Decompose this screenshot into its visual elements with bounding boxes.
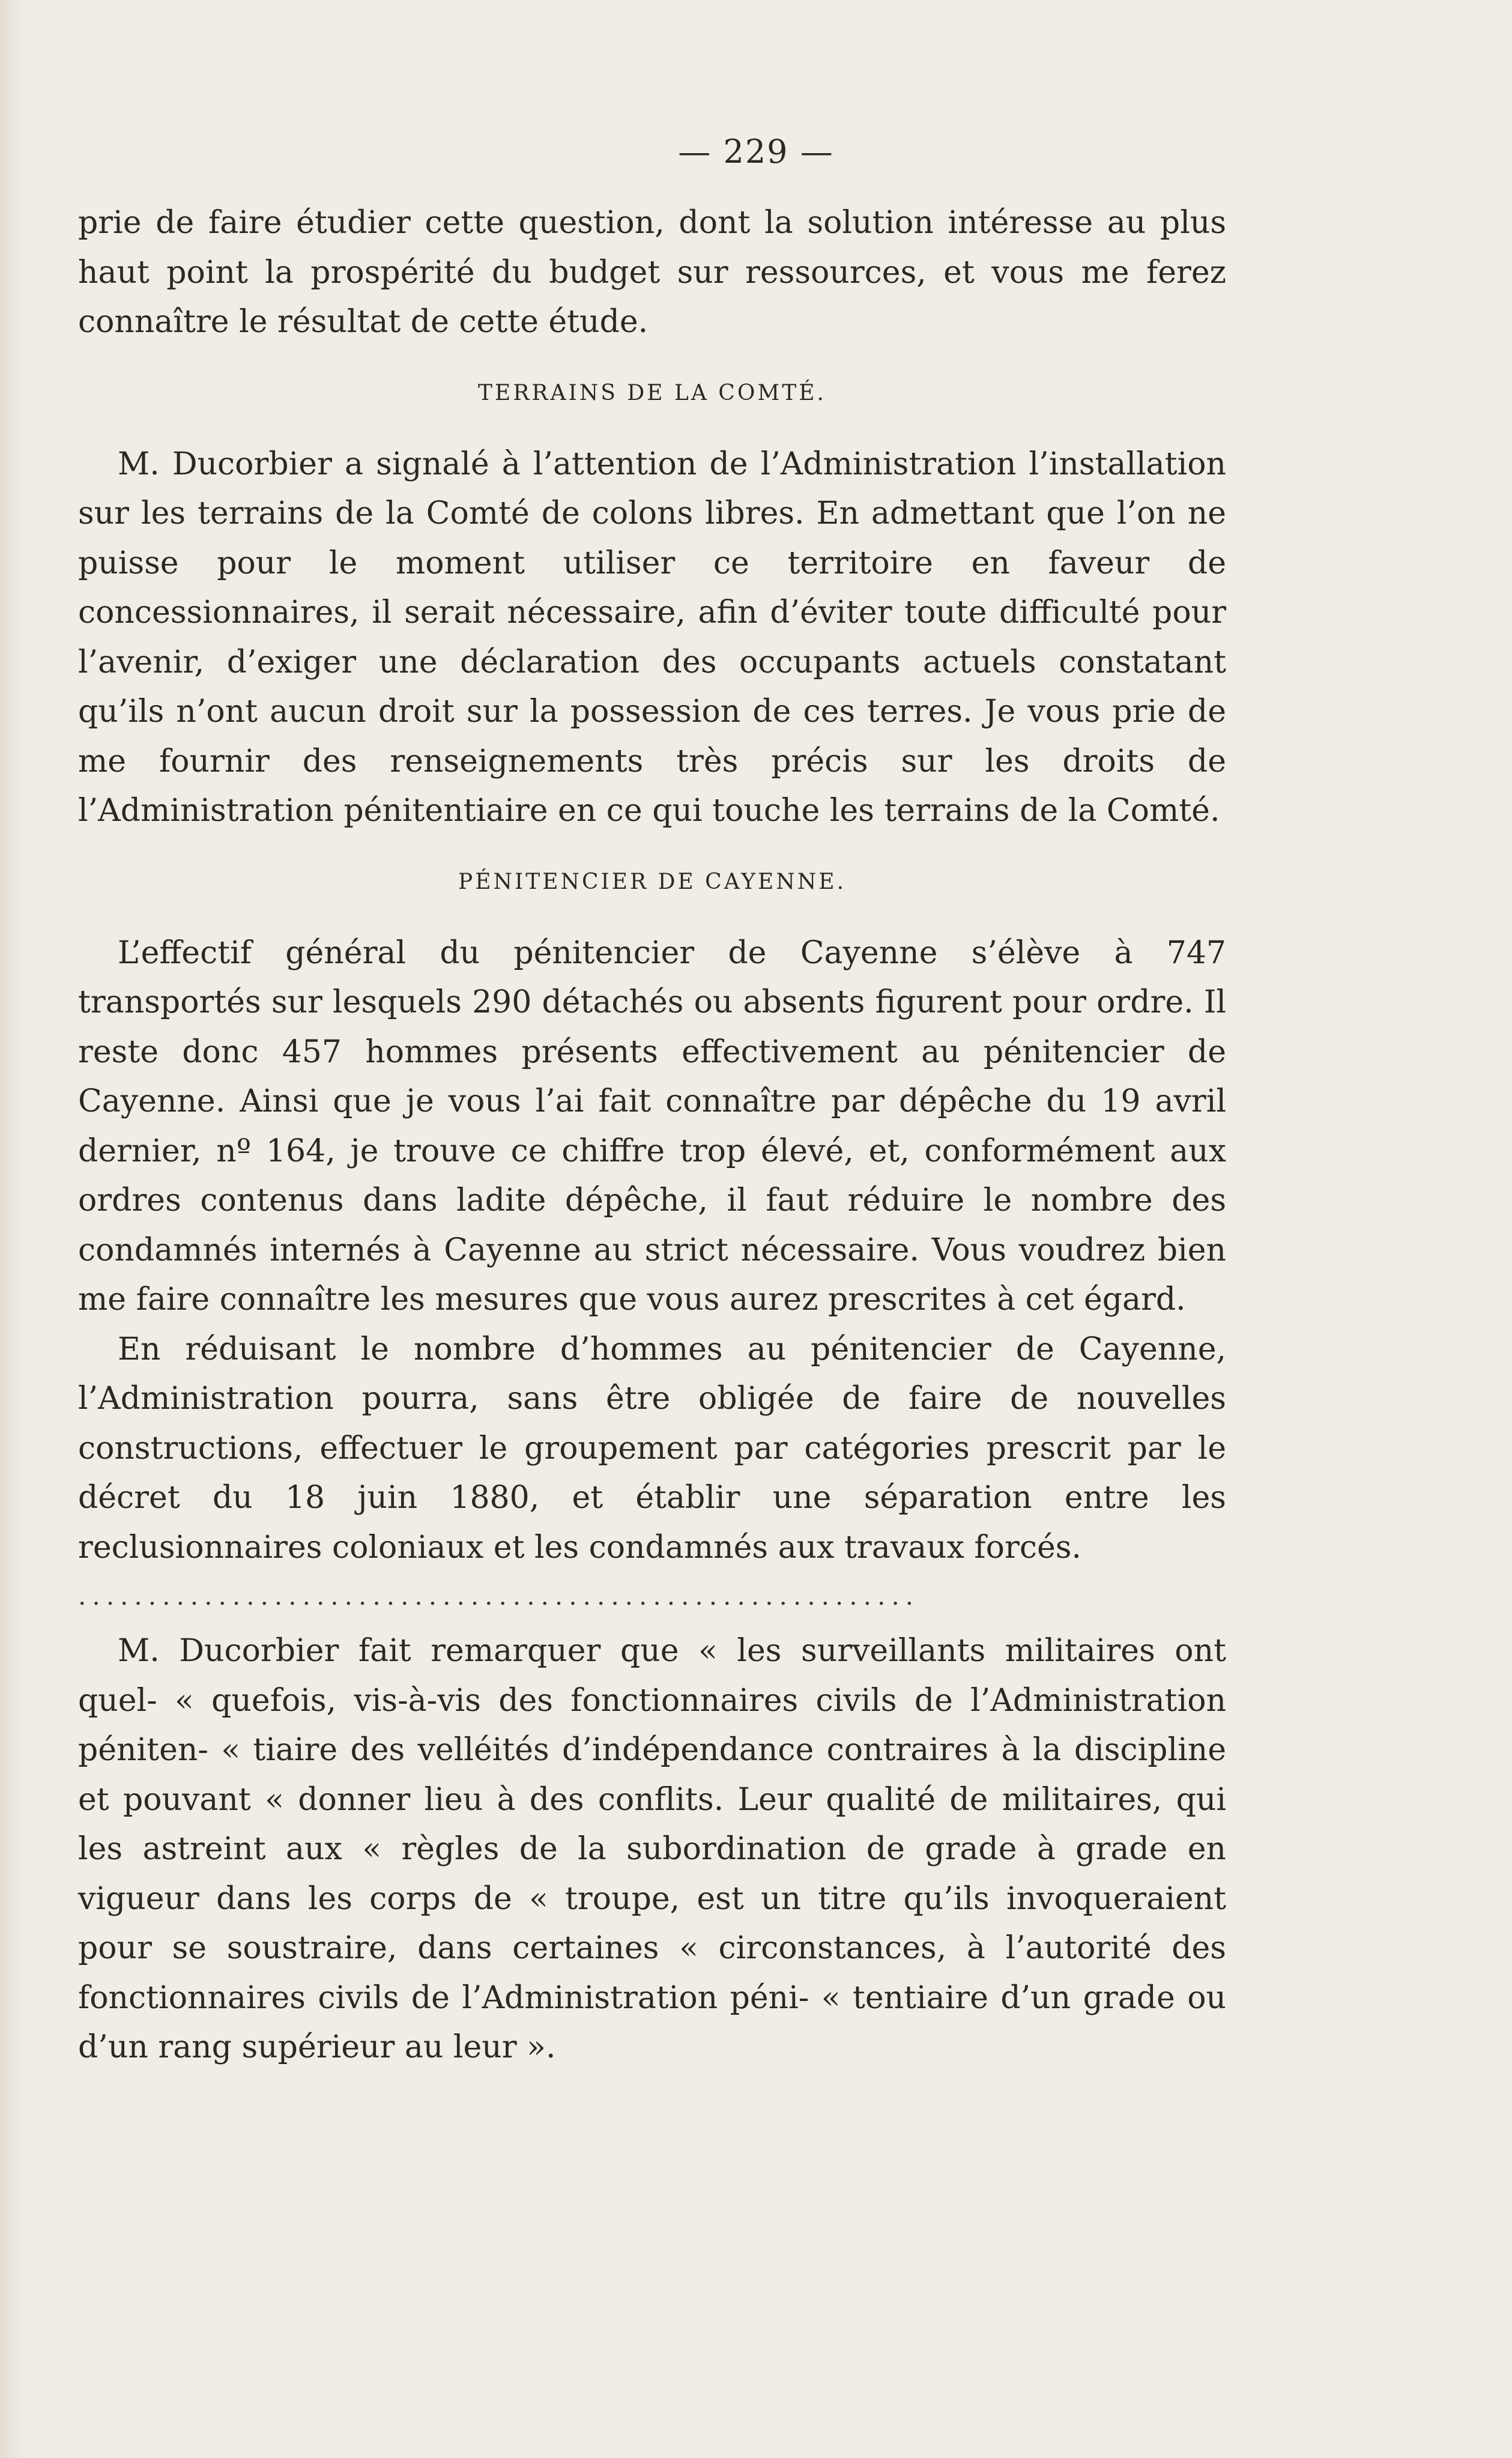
page-body xyxy=(78,198,1226,2072)
omission-dots: ............................................................ xyxy=(78,1581,920,1611)
page-number: — 229 — xyxy=(678,133,834,171)
section-heading-penitencier: PÉNITENCIER DE CAYENNE. xyxy=(458,869,847,894)
paragraph-reduction: En réduisant le nombre d’hommes au pénitencier de Cayenne, l’Administration pourra, sans être obligée de faire de nouvelles constructions, effectuer le groupement par catégories prescrit par le décret du 18 juin 1880, et établir une séparation entre les reclusionnaires coloniaux et les condamnés aux travaux forcés. xyxy=(78,1331,1226,1566)
paragraph-effectif: L’effectif général du pénitencier de Cayenne s’élève à 747 transportés sur lesquels 290 détachés ou absents figurent pour ordre. Il reste donc 457 hommes présents effectivement au pénitencier de Cayenne. Ainsi que je vous l’ai fait connaître par dépêche du 19 avril dernier, nº 164, je trouve ce chiffre trop élevé, et, conformément aux ordres contenus dans ladite dépêche, il faut réduire le nombre des condamnés internés à Cayenne au strict nécessaire. Vous voudrez bien me faire connaître les mesures que vous aurez prescrites à cet égard. xyxy=(78,934,1226,1318)
page-edge-shadow xyxy=(0,0,24,2458)
paragraph-surveillants: M. Ducorbier fait remarquer que « les surveillants militaires ont quel- « quefois, vis-à-vis des fonctionnaires civils de l’Administration péniten- « tiaire des velléités d’indépendance contraires à la discipline et pouvant « donner lieu à des conflits. Leur qualité de militaires, qui les astreint aux « règles de la subordination de grade à grade en vigueur dans les corps de « troupe, est un titre qu’ils invoqueraient pour se soustraire, dans certaines « circonstances, à l’autorité des fonctionnaires civils de l’Administration péni- « tentiaire d’un grade ou d’un rang supérieur au leur ». xyxy=(78,1633,1226,2065)
section-heading-terrains: TERRAINS DE LA COMTÉ. xyxy=(478,380,826,405)
paragraph-terrains: M. Ducorbier a signalé à l’attention de l’Administration l’installation sur les terrains de la Comté de colons libres. En admettant que l’on ne puisse pour le moment utiliser ce territoire en faveur de concessionnaires, il serait nécessaire, afin d’éviter toute difficulté pour l’avenir, d’exiger une déclaration des occupants actuels constatant qu’ils n’ont aucun droit sur la possession de ces terres. Je vous prie de me fournir des renseignements très précis sur les droits de l’Administration pénitentiaire en ce qui touche les terrains de la Comté. xyxy=(78,446,1226,829)
paragraph-continuation: prie de faire étudier cette question, dont la solution intéresse au plus haut point la prospérité du budget sur ressources, et vous me ferez connaître le résultat de cette étude. xyxy=(78,205,1226,340)
